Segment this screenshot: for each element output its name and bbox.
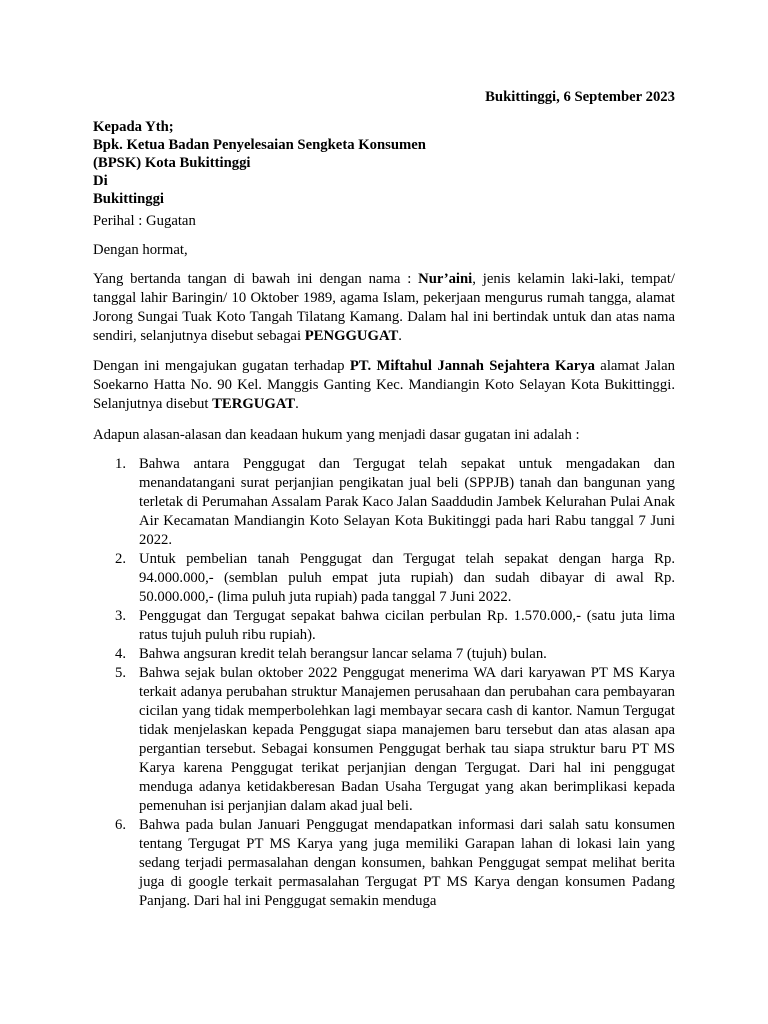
list-item-text: Untuk pembelian tanah Penggugat dan Tergugat telah sepakat dengan harga Rp. 94.000.000,- (semblan puluh empat juta rupiah) dan sudah dibayar di awal Rp. 50.000.000,- (lima puluh juta rupiah) pada tanggal 7 Juni 2022. xyxy=(139,551,675,605)
para-text: Dengan ini mengajukan gugatan terhadap xyxy=(93,358,350,374)
subject-line: Perihal : Gugatan xyxy=(93,213,196,229)
list-item-number: 5. xyxy=(115,665,127,681)
list-item xyxy=(93,664,675,816)
paragraph-defendant xyxy=(93,357,675,414)
list-item-number: 6. xyxy=(115,817,127,833)
list-item-text: Bahwa sejak bulan oktober 2022 Penggugat menerima WA dari karyawan PT MS Karya terkait adanya perubahan struktur Manajemen perusahaan dan perubahan cara pembayaran cicilan yang tidak memperbolehkan lagi membayar secara cash di kantor. Namun Tergugat tidak menjelaskan kepada Penggugat siapa manajemen baru tersebut dan atas alasan apa pergantian tersebut. Sebagai konsumen Penggugat berhak tau siapa struktur baru PT MS Karya karena Penggugat terikat perjanjian dengan Tergugat. Dari hal ini penggugat menduga adanya ketidakberesan Badan Usaha Tergugat yang akan berimplikasi kepada pemenuhan isi perjanjian dalam akad jual beli. xyxy=(139,665,675,814)
para-text: . xyxy=(295,396,299,412)
defendant-company: PT. Miftahul Jannah Sejahtera Karya xyxy=(349,358,595,374)
list-item-number: 1. xyxy=(115,456,127,472)
plaintiff-name: Nur’aini xyxy=(418,271,473,287)
recipient-line: Di xyxy=(93,173,108,189)
para-text: . xyxy=(398,328,402,344)
list-item xyxy=(93,550,675,607)
list-item-text: Bahwa angsuran kredit telah berangsur lancar selama 7 (tujuh) bulan. xyxy=(139,646,547,662)
list-item-text: Bahwa pada bulan Januari Penggugat mendapatkan informasi dari salah satu konsumen tentang Tergugat PT MS Karya yang juga memiliki Garapan lahan di lokasi lain yang sedang terjadi permasalahan dengan konsumen, bahkan Penggugat sempat melihat berita juga di google terkait permasalahan Tergugat PT MS Karya dengan konsumen Padang Panjang. Dari hal ini Penggugat semakin menduga xyxy=(139,817,675,909)
list-item xyxy=(93,816,675,911)
list-item xyxy=(93,645,675,664)
recipient-line: Bukittinggi xyxy=(93,191,165,207)
recipient-block xyxy=(93,118,426,208)
list-item-text: Bahwa antara Penggugat dan Tergugat telah sepakat untuk mengadakan dan menandatangani surat perjanjian pengikatan jual beli (SPPJB) tanah dan bangunan yang terletak di Perumahan Assalam Parak Kaco Jalan Saaddudin Jambek Kelurahan Pulai Anak Air Kecamatan Mandiangin Koto Selayan Kota Bukitinggi pada hari Rabu tanggal 7 Juni 2022. xyxy=(139,456,675,548)
recipient-line: Bpk. Ketua Badan Penyelesaian Sengketa Konsumen xyxy=(93,137,426,153)
paragraph-reasons-intro: Adapun alasan-alasan dan keadaan hukum yang menjadi dasar gugatan ini adalah : xyxy=(93,427,580,443)
para-text: alamat Jalan Soekarno Hatta No. 90 Kel. Manggis Ganting Kec. Mandiangin Koto Selayan Kota Bukittinggi. Selanjutnya disebut xyxy=(93,358,675,412)
list-item-number: 4. xyxy=(115,646,127,662)
para-text: , jenis kelamin laki-laki, tempat/ tanggal lahir Baringin/ 10 Oktober 1989, agama Islam, pekerjaan mengurus rumah tangga, alamat Jorong Sungai Tuak Koto Tangah Tilatang Kamang. Dalam hal ini bertindak untuk dan atas nama sendiri, selanjutnya disebut sebagai xyxy=(93,271,675,344)
greeting: Dengan hormat, xyxy=(93,242,188,258)
letter-date: Bukittinggi, 6 September 2023 xyxy=(485,89,675,105)
list-item-number: 3. xyxy=(115,608,127,624)
plaintiff-role: PENGGUGAT xyxy=(304,328,399,344)
para-text: Yang bertanda tangan di bawah ini dengan nama : xyxy=(93,271,419,287)
defendant-role: TERGUGAT xyxy=(212,396,296,412)
list-item xyxy=(93,455,675,550)
list-item-number: 2. xyxy=(115,551,127,567)
recipient-line: Kepada Yth; xyxy=(93,119,174,135)
list-item-text: Penggugat dan Tergugat sepakat bahwa cicilan perbulan Rp. 1.570.000,- (satu juta lima ratus tujuh puluh ribu rupiah). xyxy=(139,608,675,643)
list-item xyxy=(93,607,675,645)
reasons-list xyxy=(93,455,675,911)
recipient-line: (BPSK) Kota Bukittinggi xyxy=(93,155,251,171)
paragraph-identity xyxy=(93,270,675,346)
